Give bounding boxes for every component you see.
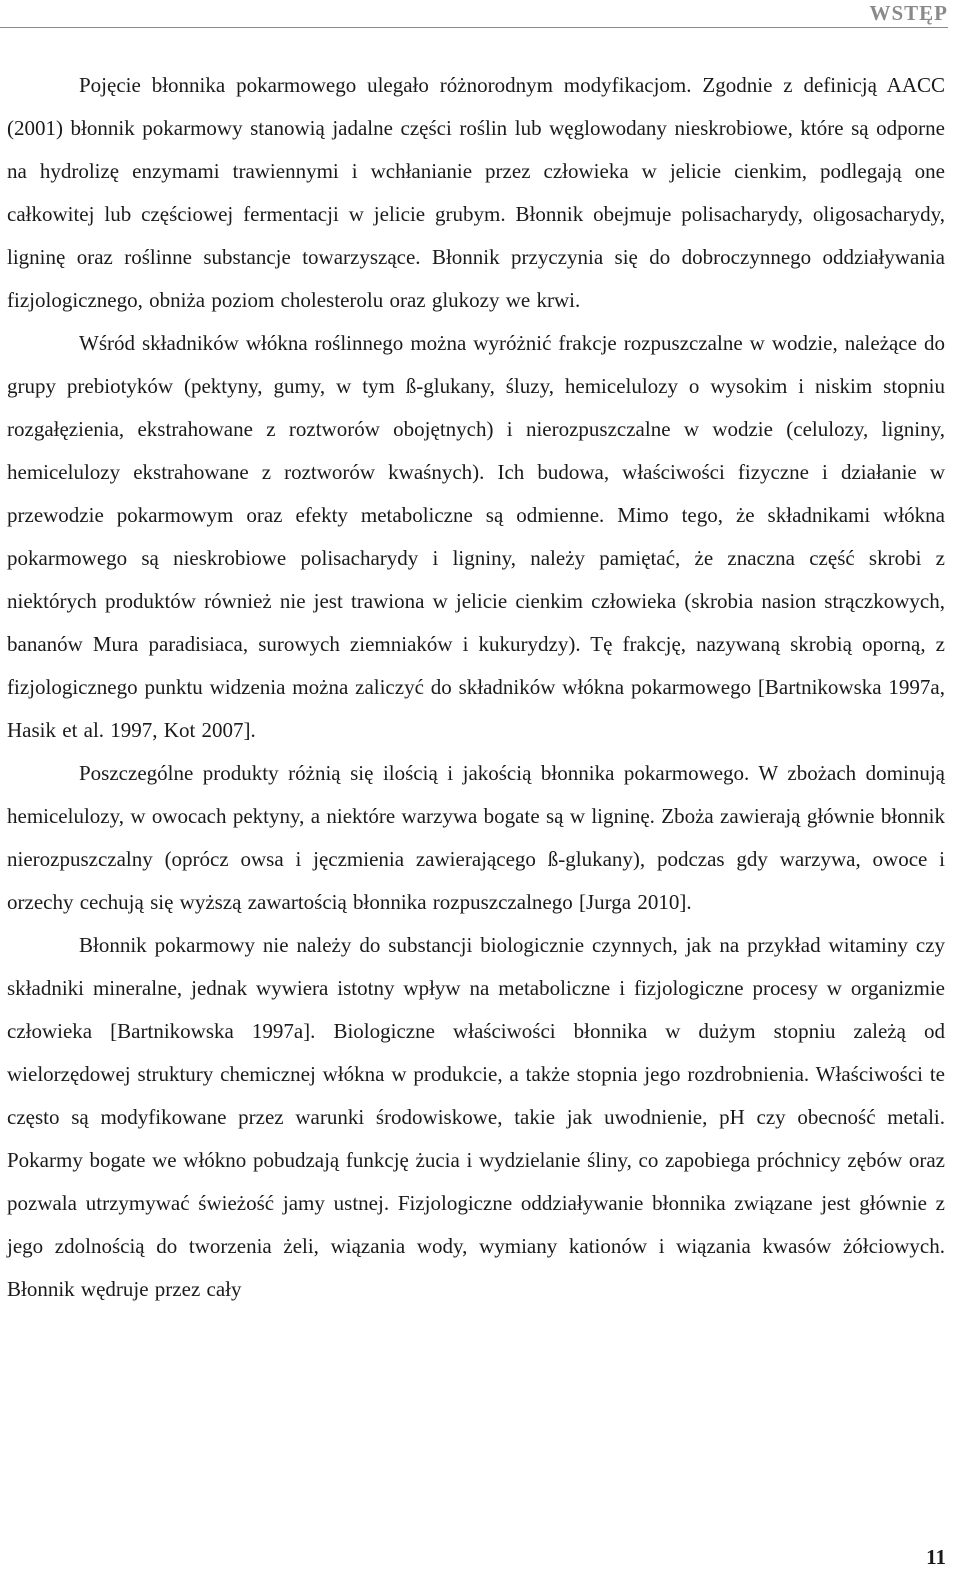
page-number: 11 xyxy=(926,1545,946,1569)
running-header-title: WSTĘP xyxy=(869,1,948,25)
body-text xyxy=(7,64,945,1311)
paragraph-dietary-fiber-definition: Pojęcie błonnika pokarmowego ulegało różnorodnym modyfikacjom. Zgodnie z definicją AACC (2001) błonnik pokarmowy stanowią jadalne części roślin lub węglowodany nieskrobiowe, które są odporne na hydrolizę enzymami trawiennymi i wchłanianie przez człowieka w jelicie cienkim, podlegają one całkowitej lub częściowej fermentacji w jelicie grubym. Błonnik obejmuje polisacharydy, oligosacharydy, ligninę oraz roślinne substancje towarzyszące. Błonnik przyczynia się do dobroczynnego oddziaływania fizjologicznego, obniża poziom cholesterolu oraz glukozy we krwi. xyxy=(7,73,945,312)
paragraph-fiber-fractions: Wśród składników włókna roślinnego można wyróżnić frakcje rozpuszczalne w wodzie, należące do grupy prebiotyków (pektyny, gumy, w tym ß-glukany, śluzy, hemicelulozy o wysokim i niskim stopniu rozgałęzienia, ekstrahowane z roztworów obojętnych) i nierozpuszczalne w wodzie (celulozy, ligniny, hemicelulozy ekstrahowane z roztworów kwaśnych). Ich budowa, właściwości fizyczne i działanie w przewodzie pokarmowym oraz efekty metaboliczne są odmienne. Mimo tego, że składnikami włókna pokarmowego są nieskrobiowe polisacharydy i ligniny, należy pamiętać, że znaczna część skrobi z niektórych produktów również nie jest trawiona w jelicie cienkim człowieka (skrobia nasion strączkowych, bananów Mura paradisiaca, surowych ziemniaków i kukurydzy). Tę frakcję, nazywaną skrobią oporną, z fizjologicznego punktu widzenia można zaliczyć do składników włókna pokarmowego [Bartnikowska 1997a, Hasik et al. 1997, Kot 2007]. xyxy=(7,331,945,742)
paragraph-fiber-properties: Błonnik pokarmowy nie należy do substancji biologicznie czynnych, jak na przykład witaminy czy składniki mineralne, jednak wywiera istotny wpływ na metaboliczne i fizjologiczne procesy w organizmie człowieka [Bartnikowska 1997a]. Biologiczne właściwości błonnika w dużym stopniu zależą od wielorzędowej struktury chemicznej włókna w produkcie, a także stopnia jego rozdrobnienia. Właściwości te często są modyfikowane przez warunki środowiskowe, takie jak uwodnienie, pH czy obecność metali. Pokarmy bogate we włókno pobudzają funkcję żucia i wydzielanie śliny, co zapobiega próchnicy zębów oraz pozwala utrzymywać świeżość jamy ustnej. Fizjologiczne oddziaływanie błonnika związane jest głównie z jego zdolnością do tworzenia żeli, wiązania wody, wymiany kationów i wiązania kwasów żółciowych. Błonnik wędruje przez cały xyxy=(7,933,945,1301)
paragraph-fiber-sources: Poszczególne produkty różnią się ilością i jakością błonnika pokarmowego. W zbożach dominują hemicelulozy, w owocach pektyny, a niektóre warzywa bogate są w ligninę. Zboża zawierają głównie błonnik nierozpuszczalny (oprócz owsa i jęczmienia zawierającego ß-glukany), podczas gdy warzywa, owoce i orzechy cechują się wyższą zawartością błonnika rozpuszczalnego [Jurga 2010]. xyxy=(7,761,945,914)
header-divider xyxy=(0,27,948,28)
